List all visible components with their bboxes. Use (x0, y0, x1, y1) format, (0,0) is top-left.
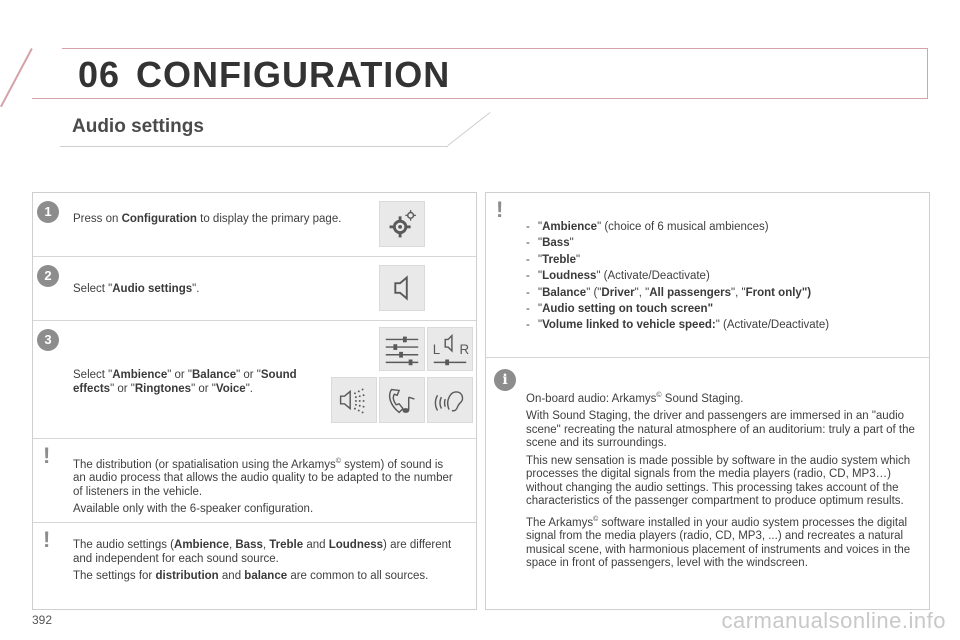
balance-lr-icon (427, 327, 473, 371)
watermark: carmanualsonline.info (721, 608, 946, 633)
option-balance: - "Balance" ("Driver", "All passengers", "Front only") (526, 286, 812, 299)
header-rule-bottom (32, 98, 928, 99)
step-1-text: Press on Configuration to display the primary page. (73, 213, 342, 225)
balance-right-label: R (459, 341, 470, 357)
option-ambience: - "Ambience" (choice of 6 musical ambiences) (526, 221, 769, 233)
warning-note-distribution (33, 439, 476, 523)
option-bass: - "Bass" (526, 237, 574, 250)
audio-options-list (526, 219, 829, 334)
warning-note-text: The distribution (or spatialisation using the Arkamys© system) of sound is an audio process that allows the audio quality to be adapted to the number of listeners in the vehicle. Available only with the 6-speaker configuration. (73, 458, 453, 516)
option-volume-speed: - "Volume linked to vehicle speed:" (Activate/Deactivate) (526, 319, 830, 332)
warning-note-settings (33, 523, 476, 609)
step-3 (33, 321, 476, 439)
step-2 (33, 257, 476, 321)
header-rule-right (927, 48, 928, 99)
step-number-badge: 1 (37, 201, 59, 223)
step-3-text: Select "Ambience" or "Balance" or "Sound effects" or "Ringtones" or "Voice". (73, 369, 297, 395)
chapter-title: CONFIGURATION (136, 54, 451, 95)
warning-icon: ! (496, 197, 504, 222)
chapter-number: 06 (78, 54, 121, 95)
page-number: 392 (32, 613, 53, 627)
equalizer-icon (379, 327, 425, 371)
panel-divider (486, 357, 929, 358)
steps-panel (32, 192, 477, 610)
speaker-icon (379, 265, 425, 311)
warning-note-text: The audio settings (Ambience, Bass, Treble and Loudness) are different and independent for each sound source. The settings for distribution and balance are common to all sources. (73, 539, 452, 582)
speaker-sound-icon (331, 377, 377, 423)
step-2-text: Select "Audio settings". (73, 283, 200, 295)
info-note-text: On-board audio: Arkamys© Sound Staging. With Sound Staging, the driver and passengers are immersed in an "audio scene" recreating the natural atmosphere of an auditorium: truly a part of the scene and its surroundings. This new sensation is made possible by software in the audio system which processes the digital signals from the media players (radio, CD, MP3…) without changing the audio settings. This processing takes account of the characteristics of the passenger compartment to produce optimum results. The Arkamys© software installed in your audio system processes the digital signal from the media players (radio, CD, MP3, ...) and recreates a natural musical scene, with harmonious placement of instruments and voices in the space in front of passengers, level with the windscreen. (526, 392, 915, 570)
info-panel (485, 192, 930, 610)
step-number-badge: 2 (37, 265, 59, 287)
section-rule-diagonal (447, 112, 490, 146)
info-icon: i (494, 369, 516, 391)
step-1 (33, 193, 476, 257)
header-rule-top (62, 48, 928, 49)
phone-music-icon (379, 377, 425, 423)
section-title: Audio settings (72, 116, 204, 137)
option-touch-screen: - "Audio setting on touch screen" (526, 303, 714, 316)
warning-icon: ! (43, 527, 51, 552)
warning-icon: ! (43, 443, 51, 468)
step-number-badge: 3 (37, 329, 59, 351)
voice-icon (427, 377, 473, 423)
section-rule (60, 146, 448, 147)
header-rule-diagonal (0, 48, 33, 107)
gear-icon (379, 201, 425, 247)
balance-left-label: L (432, 341, 441, 357)
option-loudness: - "Loudness" (Activate/Deactivate) (526, 270, 710, 283)
option-treble: - "Treble" (526, 253, 581, 266)
